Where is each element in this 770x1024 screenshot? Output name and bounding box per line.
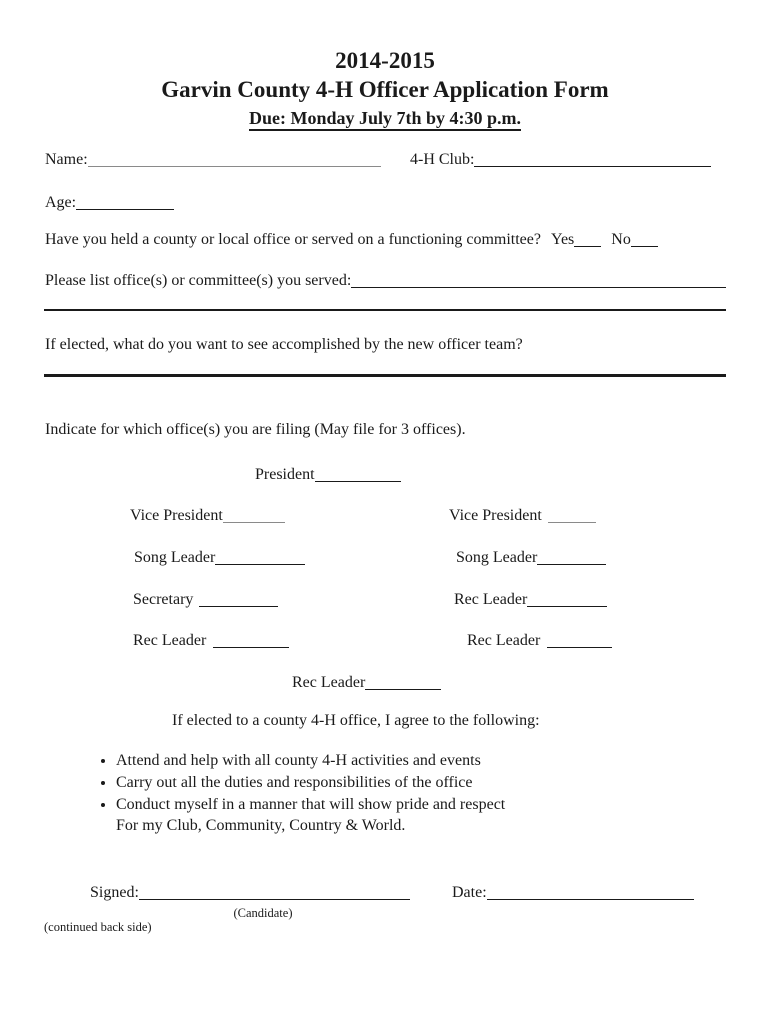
candidate-note: (Candidate)	[233, 906, 293, 920]
office-vice-president-right-row	[449, 507, 596, 525]
club-label: 4-H Club:	[410, 151, 475, 168]
due-date-row	[0, 108, 770, 129]
date-label: Date:	[452, 884, 487, 901]
office-song-leader-left-label: Song Leader	[134, 549, 216, 566]
name-label: Name:	[45, 151, 88, 168]
offices-served-continuation-line[interactable]	[44, 309, 726, 311]
office-president-label: President	[255, 466, 315, 483]
accomplish-answer-line[interactable]	[44, 374, 726, 377]
agreement-bullet-1: • Attend and help with all county 4-H activities and events	[116, 750, 716, 772]
office-song-leader-right-label: Song Leader	[456, 549, 538, 566]
office-vice-president-left-row	[130, 507, 285, 525]
held-office-question: Have you held a county or local office or served on a functioning committee?	[45, 231, 541, 248]
signed-label: Signed:	[90, 884, 139, 901]
age-field-line[interactable]	[76, 199, 174, 210]
accomplish-question: If elected, what do you want to see accomplished by the new officer team?	[45, 336, 523, 353]
office-rec-leader-right1-field-line[interactable]	[527, 596, 607, 607]
office-rec-leader-right2-field-line[interactable]	[547, 637, 612, 648]
office-rec-leader-left-field-line[interactable]	[213, 637, 289, 648]
office-vice-president-left-label: Vice President	[130, 507, 223, 524]
club-row	[410, 151, 711, 169]
office-rec-leader-right1-label: Rec Leader	[454, 591, 528, 608]
filing-instruction: Indicate for which office(s) you are filing (May file for 3 offices).	[45, 421, 466, 438]
office-rec-leader-center-label: Rec Leader	[292, 674, 366, 691]
office-rec-leader-right1-row	[454, 591, 607, 609]
office-president-row	[255, 466, 401, 484]
agreement-bullet-list	[88, 750, 716, 837]
office-secretary-field-line[interactable]	[199, 596, 278, 607]
club-field-line[interactable]	[474, 156, 711, 167]
office-rec-leader-left-label: Rec Leader	[133, 632, 207, 649]
continued-back-side-note: (continued back side)	[44, 920, 152, 934]
office-rec-leader-right2-row	[467, 632, 612, 650]
agreement-intro: If elected to a county 4-H office, I agree to the following:	[172, 712, 540, 729]
office-song-leader-right-field-line[interactable]	[537, 554, 606, 565]
age-row	[45, 194, 174, 212]
agreement-bullet-3: • Conduct myself in a manner that will show pride and respect	[116, 794, 716, 816]
office-secretary-row	[133, 591, 278, 609]
office-song-leader-left-field-line[interactable]	[215, 554, 305, 565]
offices-served-label: Please list office(s) or committee(s) you served:	[45, 272, 352, 289]
signed-row	[90, 884, 410, 902]
due-date-text: Due: Monday July 7th by 4:30 p.m.	[249, 108, 521, 131]
no-field-line[interactable]	[631, 236, 658, 247]
held-office-row	[45, 231, 658, 249]
offices-served-row	[45, 272, 726, 290]
name-field-line[interactable]	[88, 156, 381, 167]
office-vice-president-right-label: Vice President	[449, 507, 542, 524]
office-rec-leader-left-row	[133, 632, 289, 650]
office-vice-president-left-field-line[interactable]	[223, 512, 285, 523]
office-president-field-line[interactable]	[315, 471, 401, 482]
office-secretary-label: Secretary	[133, 591, 194, 608]
office-song-leader-left-row	[134, 549, 305, 567]
date-row	[452, 884, 694, 902]
form-title: Garvin County 4-H Officer Application Form	[161, 77, 609, 102]
agreement-bullet-continuation: For my Club, Community, Country & World.	[116, 817, 406, 835]
office-rec-leader-center-row	[292, 674, 441, 692]
office-song-leader-right-row	[456, 549, 606, 567]
offices-served-field-line[interactable]	[351, 277, 726, 288]
office-rec-leader-right2-label: Rec Leader	[467, 632, 541, 649]
yes-label: Yes	[550, 231, 575, 248]
signed-field-line[interactable]	[139, 889, 410, 900]
form-year-heading: 2014-2015	[335, 48, 435, 73]
office-rec-leader-center-field-line[interactable]	[365, 679, 441, 690]
yes-field-line[interactable]	[574, 236, 601, 247]
name-row	[45, 151, 381, 169]
agreement-bullet-2: • Carry out all the duties and responsibilities of the office	[116, 772, 716, 794]
no-label: No	[611, 231, 631, 248]
age-label: Age:	[45, 194, 77, 211]
office-vice-president-right-field-line[interactable]	[548, 512, 596, 523]
date-field-line[interactable]	[487, 889, 694, 900]
